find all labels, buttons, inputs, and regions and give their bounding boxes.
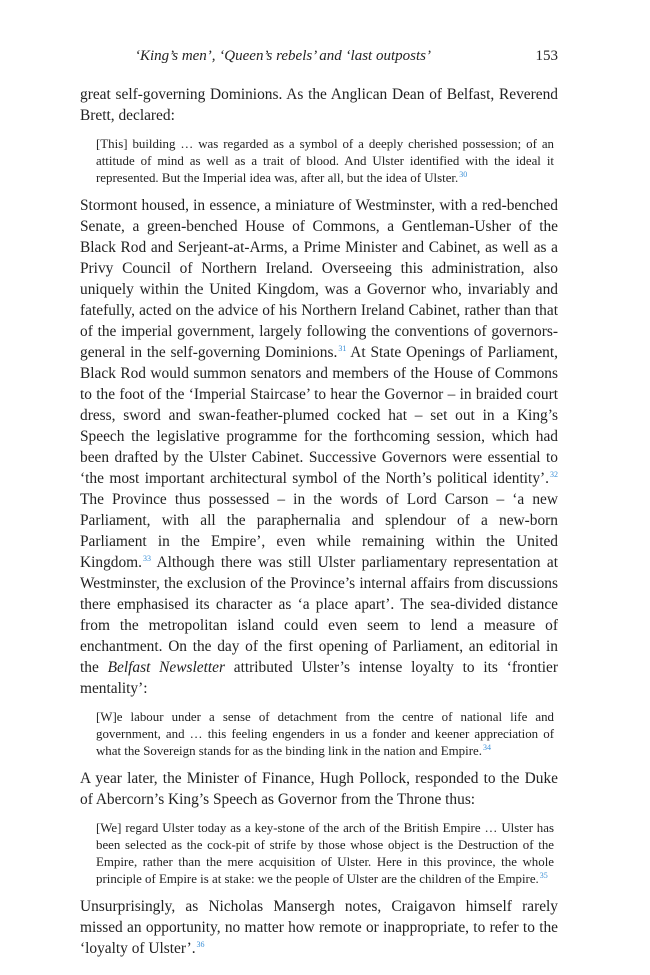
paragraph-1-text: great self-governing Dominions. As the Anglican Dean of Belfast, Reverend Brett, declared: (80, 86, 558, 124)
block-quote-2 (96, 709, 554, 760)
running-title: ‘King’s men’, ‘Queen’s rebels’ and ‘last outposts’ (135, 48, 431, 64)
paragraph-2-text-b: At State Openings of Parliament, Black Rod would summon senators and members of the House of Commons to the foot of the ‘Imperial Staircase’ to hear the Governor – in braided court dress, sword and swan-feather-plumed cocked hat – set out in a King’s Speech the legislative programme for the forthcoming session, which had been drafted by the Ulster Cabinet. Successive Governors were essential to ‘the most important architectural symbol of the North’s political identity’. (80, 344, 558, 487)
footnote-ref-34[interactable]: 34 (482, 742, 491, 752)
page-header (80, 48, 558, 70)
paragraph-2-text-e: attributed Ulster’s intense loyalty to its ‘frontier mentality’: (80, 659, 558, 697)
footnote-ref-32[interactable]: 32 (550, 469, 558, 479)
paragraph-1 (80, 84, 558, 126)
block-quote-3-text: [We] regard Ulster today as a key-stone of the arch of the British Empire … Ulster has been selected as the cock-pit of strife by those whose object is the Destruction of the Empire, rather than the mere acquisition of Ulster. Here in this province, the whole principle of Empire is at stake: we the people of Ulster are the children of the Empire. (96, 821, 554, 886)
paragraph-4 (80, 896, 558, 959)
paragraph-2-text-d: Although there was still Ulster parliamentary representation at Westminster, the exclusion of the Province’s internal affairs from discussions there emphasised its character as ‘a place apart’. The sea-divided distance from the metropolitan island could even seem to lend a measure of enchantment. On the day of the first opening of Parliament, an editorial in the (80, 554, 558, 676)
footnote-ref-31[interactable]: 31 (338, 343, 347, 353)
page-number: 153 (535, 48, 558, 64)
paragraph-4-text: Unsurprisingly, as Nicholas Mansergh notes, Craigavon himself rarely missed an opportunity, no matter how remote or inappropriate, to refer to the ‘loyalty of Ulster’. (80, 898, 558, 957)
block-quote-3 (96, 820, 554, 888)
paragraph-2-text-a: Stormont housed, in essence, a miniature of Westminster, with a red-benched Senate, a green-benched House of Commons, a Gentleman-Usher of the Black Rod and Serjeant-at-Arms, a Prime Minister and Cabinet, as well as a Privy Council of Northern Ireland. Overseeing this administration, also uniquely within the United Kingdom, was a Governor who, invariably and fatefully, acted on the advice of his Northern Ireland Cabinet, rather than that of the imperial government, largely following the conventions of governors-general in the self-governing Dominions. (80, 197, 558, 361)
paragraph-3 (80, 768, 558, 810)
paragraph-2 (80, 195, 558, 699)
block-quote-1-text: [This] building … was regarded as a symbol of a deeply cherished possession; of an attitude of mind as well as a trait of blood. And Ulster identified with the ideal it represented. But the Imperial idea was, after all, but the idea of Ulster. (96, 137, 554, 185)
footnote-ref-35[interactable]: 35 (539, 870, 548, 880)
footnote-ref-33[interactable]: 33 (143, 553, 151, 563)
newspaper-title: Belfast Newsletter (107, 659, 225, 676)
paragraph-3-text: A year later, the Minister of Finance, Hugh Pollock, responded to the Duke of Abercorn’s King’s Speech as Governor from the Throne thus: (80, 770, 558, 808)
page-body (80, 84, 558, 959)
block-quote-1 (96, 136, 554, 187)
paragraph-2-text-c: The Province thus possessed – in the words of Lord Carson – ‘a new Parliament, with all the paraphernalia and splendour of a new-born Parliament in the Empire’, even while remaining within the United Kingdom. (80, 491, 558, 571)
block-quote-2-text: [W]e labour under a sense of detachment from the centre of national life and government, and … this feeling engenders in us a fonder and keener appreciation of what the Sovereign stands for as the binding link in the nation and Empire. (96, 710, 554, 758)
footnote-ref-30[interactable]: 30 (459, 169, 468, 179)
footnote-ref-36[interactable]: 36 (196, 939, 205, 949)
